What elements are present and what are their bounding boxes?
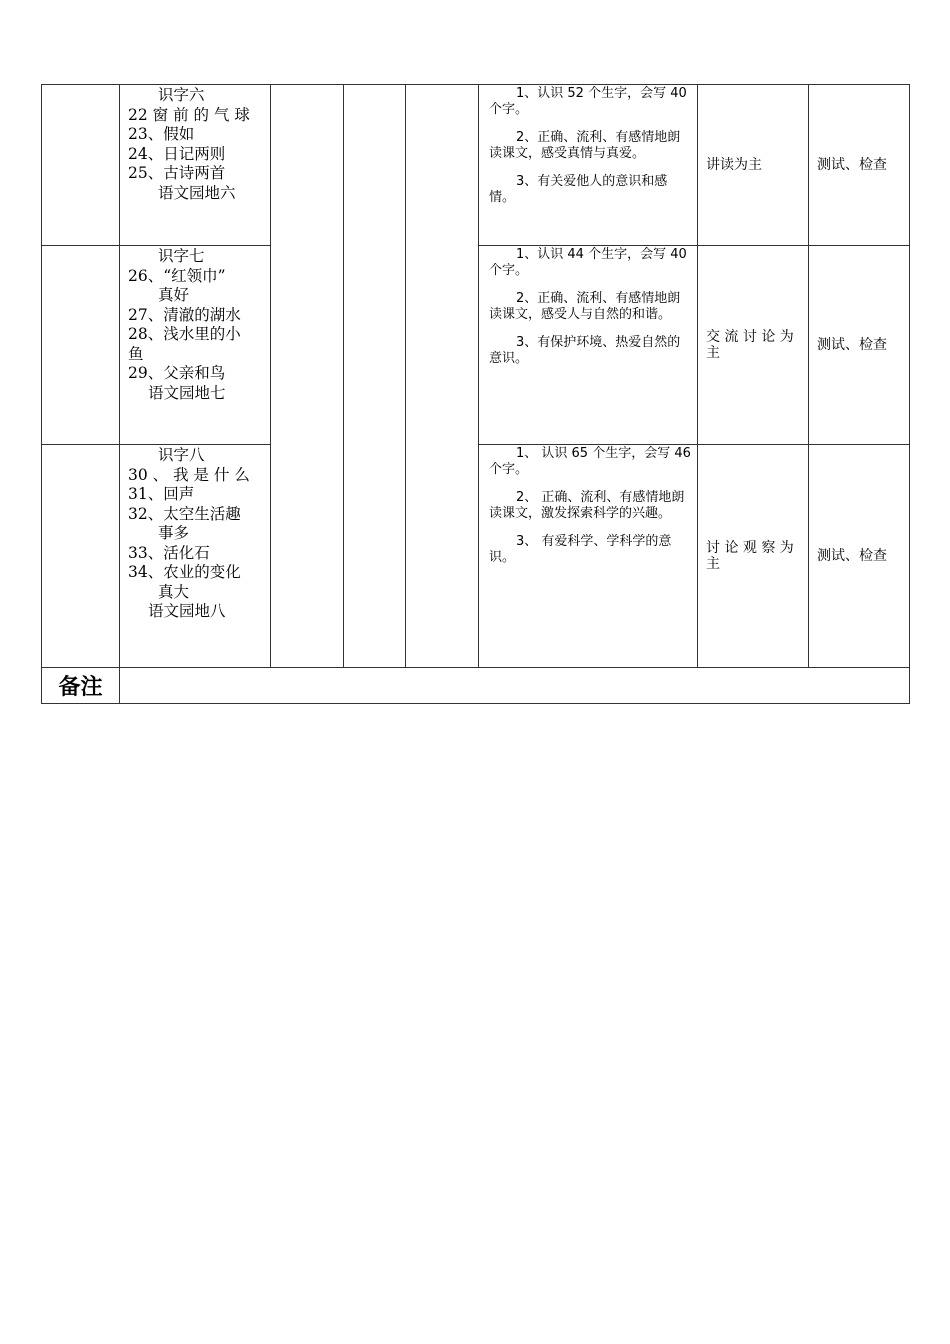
lesson-item: 鱼 bbox=[128, 344, 144, 363]
method-cell: 交 流 讨 论 为 主 bbox=[698, 246, 809, 445]
lesson-item: 24、日记两则 bbox=[128, 144, 226, 163]
table-row bbox=[42, 85, 910, 246]
goals-cell bbox=[479, 445, 698, 668]
lesson-item: 34、农业的变化 bbox=[128, 563, 241, 581]
empty-cell bbox=[406, 85, 479, 668]
goal-item: 2、 正确、流利、有感情地朗读课文，激发探索科学的兴趣。 bbox=[489, 490, 685, 521]
lesson-item: 33、活化石 bbox=[128, 543, 210, 562]
empty-cell bbox=[271, 85, 344, 668]
lesson-item: 30 、 我 是 什 么 bbox=[128, 465, 250, 484]
goals-cell bbox=[479, 85, 698, 246]
lesson-item: 23、假如 bbox=[128, 125, 195, 143]
goal-item: 3、有保护环境、热爱自然的意识。 bbox=[489, 335, 681, 366]
lesson-item: 29、父亲和鸟 bbox=[128, 364, 226, 382]
lesson-item: 真大 bbox=[158, 582, 190, 601]
goal-item: 2、正确、流利、有感情地朗读课文，感受真情与真爱。 bbox=[489, 130, 681, 161]
lesson-item: 22 窗 前 的 气 球 bbox=[128, 105, 250, 124]
goals-cell bbox=[479, 246, 698, 445]
lesson-item: 事多 bbox=[158, 524, 190, 542]
lesson-item: 32、太空生活趣 bbox=[128, 504, 241, 523]
goal-item: 1、认识 44 个生字，会写 40 个字。 bbox=[489, 247, 687, 278]
assessment-cell: 测试、检查 bbox=[809, 85, 910, 246]
lesson-list-cell bbox=[120, 445, 271, 668]
lesson-item: 25、古诗两首 bbox=[128, 164, 226, 182]
goal-item: 1、认识 52 个生字，会写 40 个字。 bbox=[489, 86, 687, 117]
goal-item: 2、正确、流利、有感情地朗读课文，感受人与自然的和谐。 bbox=[489, 291, 681, 322]
lesson-item: 识字七 bbox=[158, 247, 205, 265]
assessment-cell: 测试、检查 bbox=[809, 246, 910, 445]
goal-item: 3、有关爱他人的意识和感情。 bbox=[489, 174, 668, 205]
lesson-item: 语文园地七 bbox=[148, 383, 226, 402]
teaching-plan-table bbox=[41, 84, 910, 704]
remarks-value bbox=[120, 668, 910, 704]
remarks-row bbox=[42, 668, 910, 704]
assessment-cell: 测试、检查 bbox=[809, 445, 910, 668]
lesson-item: 26、“红领巾” bbox=[128, 266, 226, 285]
week-cell bbox=[42, 445, 120, 668]
goal-item: 1、 认识 65 个生字，会写 46 个字。 bbox=[489, 446, 691, 477]
lesson-item: 27、清澈的湖水 bbox=[128, 305, 241, 324]
week-cell bbox=[42, 246, 120, 445]
empty-cell bbox=[344, 85, 406, 668]
lesson-item: 真好 bbox=[158, 286, 190, 304]
goal-item: 3、 有爱科学、学科学的意识。 bbox=[489, 534, 672, 565]
week-cell bbox=[42, 85, 120, 246]
lesson-list-cell bbox=[120, 246, 271, 445]
lesson-item: 语文园地八 bbox=[148, 602, 226, 620]
lesson-item: 识字六 bbox=[158, 86, 205, 104]
lesson-item: 语文园地六 bbox=[158, 183, 236, 202]
lesson-list-cell bbox=[120, 85, 271, 246]
method-cell: 讨 论 观 察 为 主 bbox=[698, 445, 809, 668]
lesson-item: 31、回声 bbox=[128, 485, 195, 503]
lesson-item: 识字八 bbox=[158, 446, 205, 464]
method-cell: 讲读为主 bbox=[698, 85, 809, 246]
lesson-item: 28、浅水里的小 bbox=[128, 325, 241, 343]
remarks-label: 备注 bbox=[42, 668, 120, 704]
